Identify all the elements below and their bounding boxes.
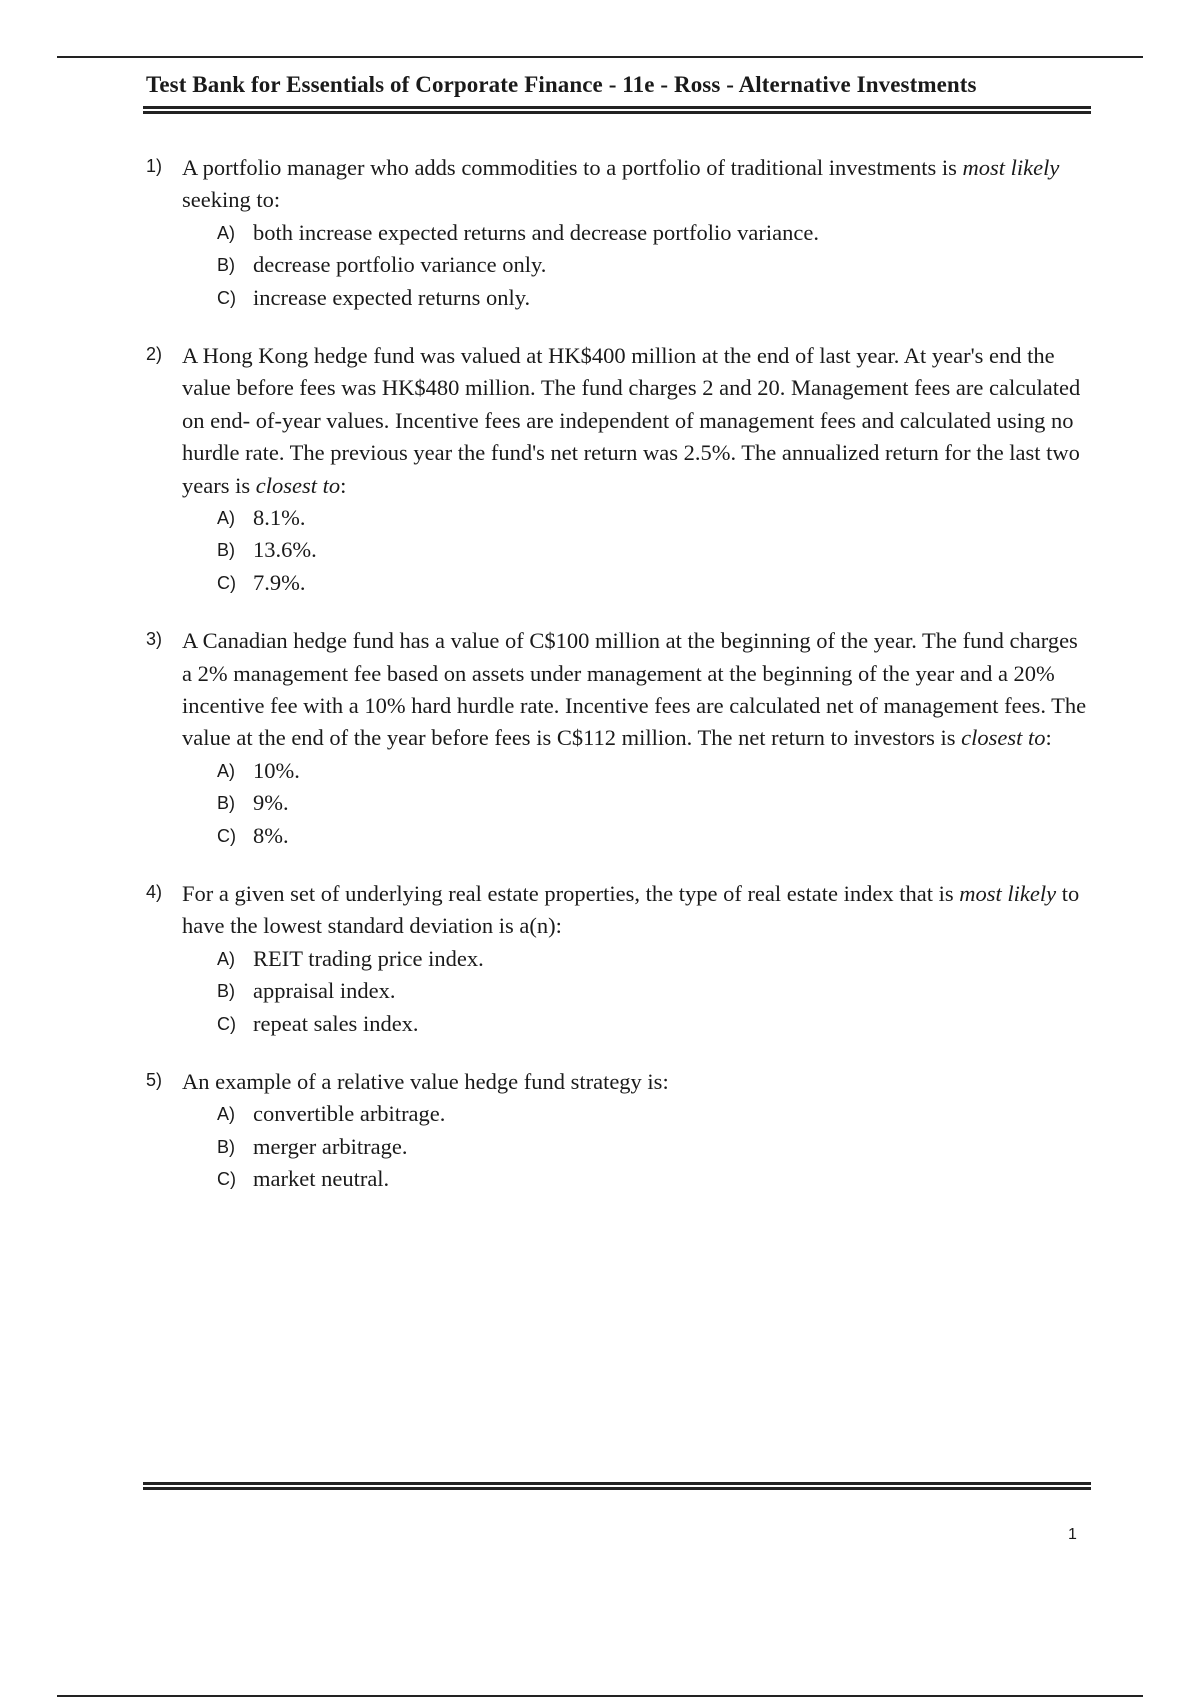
answer-text: both increase expected returns and decrease portfolio variance. [253,219,819,245]
answer-letter: B) [217,981,235,1002]
question-2 [146,340,1091,599]
question-text: A portfolio manager who adds commodities to a portfolio of traditional investments is most likely seeking to: [182,155,1060,213]
question-text: A Canadian hedge fund has a value of C$100 million at the beginning of the year. The fund charges a 2% management fee based on assets under management at the beginning of the year and a 20% incentive fee with a 10% hard hurdle rate. Incentive fees are calculated net of management fees. The value at the end of the year before fees is C$112 million. The net return to investors is closest to: [182,628,1087,751]
question-3 [146,625,1091,852]
answer-option [217,943,1091,975]
answer-text: 8.1%. [253,505,306,531]
answer-text: merger arbitrage. [253,1133,408,1159]
question-text: For a given set of underlying real estate properties, the type of real estate index that is most likely to have the lowest standard deviation is a(n): [182,880,1080,939]
answer-option [217,567,1091,599]
answer-letter: B) [217,1136,235,1157]
answer-letter: A) [217,948,235,969]
answer-option [217,249,1091,281]
question-number: 4) [146,881,163,902]
question-text: A Hong Kong hedge fund was valued at HK$400 million at the end of last year. At year's end the value before fees was HK$480 million. The fund charges 2 and 20. Management fees are calculated on end- of-year values. Incentive fees are independent of management fees and calculated using no hurdle rate. The previous year the fund's net return was 2.5%. The annualized return for the last two years is closest to: [182,342,1081,498]
answer-letter: A) [217,222,235,243]
answer-letter: C) [217,1013,236,1034]
answer-text: 8%. [253,822,289,848]
answer-option [217,217,1091,249]
question-number: 1) [146,156,163,176]
answer-letter: C) [217,825,236,846]
question-number: 3) [146,629,163,650]
answer-option [217,1098,1091,1130]
answer-option [217,755,1091,787]
page-number: 1 [1068,1526,1077,1543]
answer-letter: A) [217,760,235,781]
answer-letter: C) [217,287,236,308]
answer-option [217,282,1091,314]
answer-text: REIT trading price index. [253,945,484,971]
answer-list [217,1098,1091,1195]
question-1 [146,152,1091,314]
answer-text: repeat sales index. [253,1010,419,1036]
question-text: An example of a relative value hedge fund strategy is: [182,1068,669,1094]
document-header-title: Test Bank for Essentials of Corporate Finance - 11e - Ross - Alternative Investments [146,72,977,97]
answer-list [217,217,1091,314]
answer-letter: B) [217,540,235,561]
answer-option [217,502,1091,534]
question-number: 2) [146,343,163,364]
answer-text: decrease portfolio variance only. [253,252,547,278]
question-5 [146,1066,1091,1196]
answer-list [217,943,1091,1040]
answer-text: convertible arbitrage. [253,1101,446,1127]
answer-option [217,1131,1091,1163]
answer-option [217,1163,1091,1195]
answer-option [217,787,1091,819]
answer-option [217,1008,1091,1040]
answer-list [217,755,1091,852]
answer-option [217,534,1091,566]
answer-letter: B) [217,255,235,276]
question-number: 5) [146,1069,163,1090]
header-double-rule [143,106,1091,114]
answer-letter: A) [217,1104,235,1125]
answer-letter: C) [217,572,236,593]
answer-letter: B) [217,793,235,814]
answer-option [217,975,1091,1007]
page-top-border [57,56,1143,58]
question-4 [146,878,1091,1040]
answer-text: 10%. [253,757,300,783]
answer-letter: C) [217,1169,236,1190]
answer-text: increase expected returns only. [253,284,531,310]
answer-letter: A) [217,508,235,529]
answer-list [217,502,1091,599]
answer-text: 13.6%. [253,537,317,563]
answer-text: market neutral. [253,1166,390,1192]
answer-text: 9%. [253,790,289,816]
answer-option [217,820,1091,852]
answer-text: appraisal index. [253,978,396,1004]
footer-double-rule [143,1482,1091,1490]
answer-text: 7.9%. [253,569,306,595]
page-bottom-border [57,1695,1143,1697]
question-list [146,152,1091,1222]
